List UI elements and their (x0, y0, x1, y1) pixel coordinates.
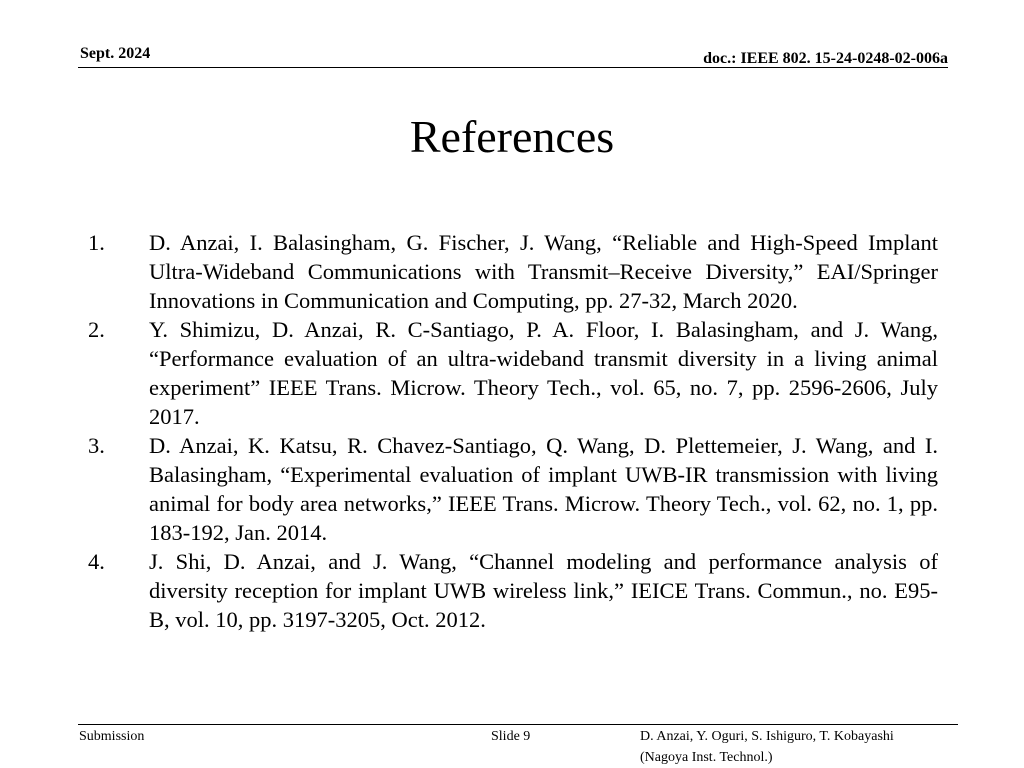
reference-number: 2. (88, 317, 105, 342)
header-doc-id: doc.: IEEE 802. 15-24-0248-02-006a (703, 50, 948, 67)
reference-number: 4. (88, 549, 105, 574)
reference-item (84, 547, 938, 634)
reference-item (84, 228, 938, 315)
reference-text: J. Shi, D. Anzai, and J. Wang, “Channel modeling and performance analysis of diversity reception for implant UWB wireless link,” IEICE Trans. Commun., no. E95-B, vol. 10, pp. 3197-3205, Oct. 2012. (149, 549, 938, 632)
reference-item (84, 431, 938, 547)
reference-number: 3. (88, 433, 105, 458)
footer-authors: D. Anzai, Y. Oguri, S. Ishiguro, T. Kobayashi (640, 729, 894, 744)
reference-text: Y. Shimizu, D. Anzai, R. C-Santiago, P. A. Floor, I. Balasingham, and J. Wang, “Performance evaluation of an ultra-wideband transmit diversity in a living animal experiment” IEEE Trans. Microw. Theory Tech., vol. 65, no. 7, pp. 2596-2606, July 2017. (149, 317, 938, 429)
footer-divider (78, 724, 958, 725)
header-date: Sept. 2024 (80, 45, 151, 62)
footer-slide-number: Slide 9 (491, 729, 531, 744)
header-divider (78, 67, 948, 68)
slide-title: References (409, 111, 615, 162)
footer-affiliation: (Nagoya Inst. Technol.) (640, 750, 773, 765)
reference-number: 1. (88, 230, 105, 255)
reference-item (84, 315, 938, 431)
reference-text: D. Anzai, K. Katsu, R. Chavez-Santiago, Q. Wang, D. Plettemeier, J. Wang, and I. Balasingham, “Experimental evaluation of implant UWB-IR transmission with living animal for body area networks,” IEEE Trans. Microw. Theory Tech., vol. 62, no. 1, pp. 183-192, Jan. 2014. (149, 433, 938, 545)
footer-authors-block (640, 726, 894, 768)
footer-submission: Submission (79, 729, 145, 744)
reference-text: D. Anzai, I. Balasingham, G. Fischer, J. Wang, “Reliable and High-Speed Implant Ultra-Wideband Communications with Transmit–Receive Diversity,” EAI/Springer Innovations in Communication and Computing, pp. 27-32, March 2020. (149, 230, 938, 313)
reference-list (84, 228, 938, 634)
